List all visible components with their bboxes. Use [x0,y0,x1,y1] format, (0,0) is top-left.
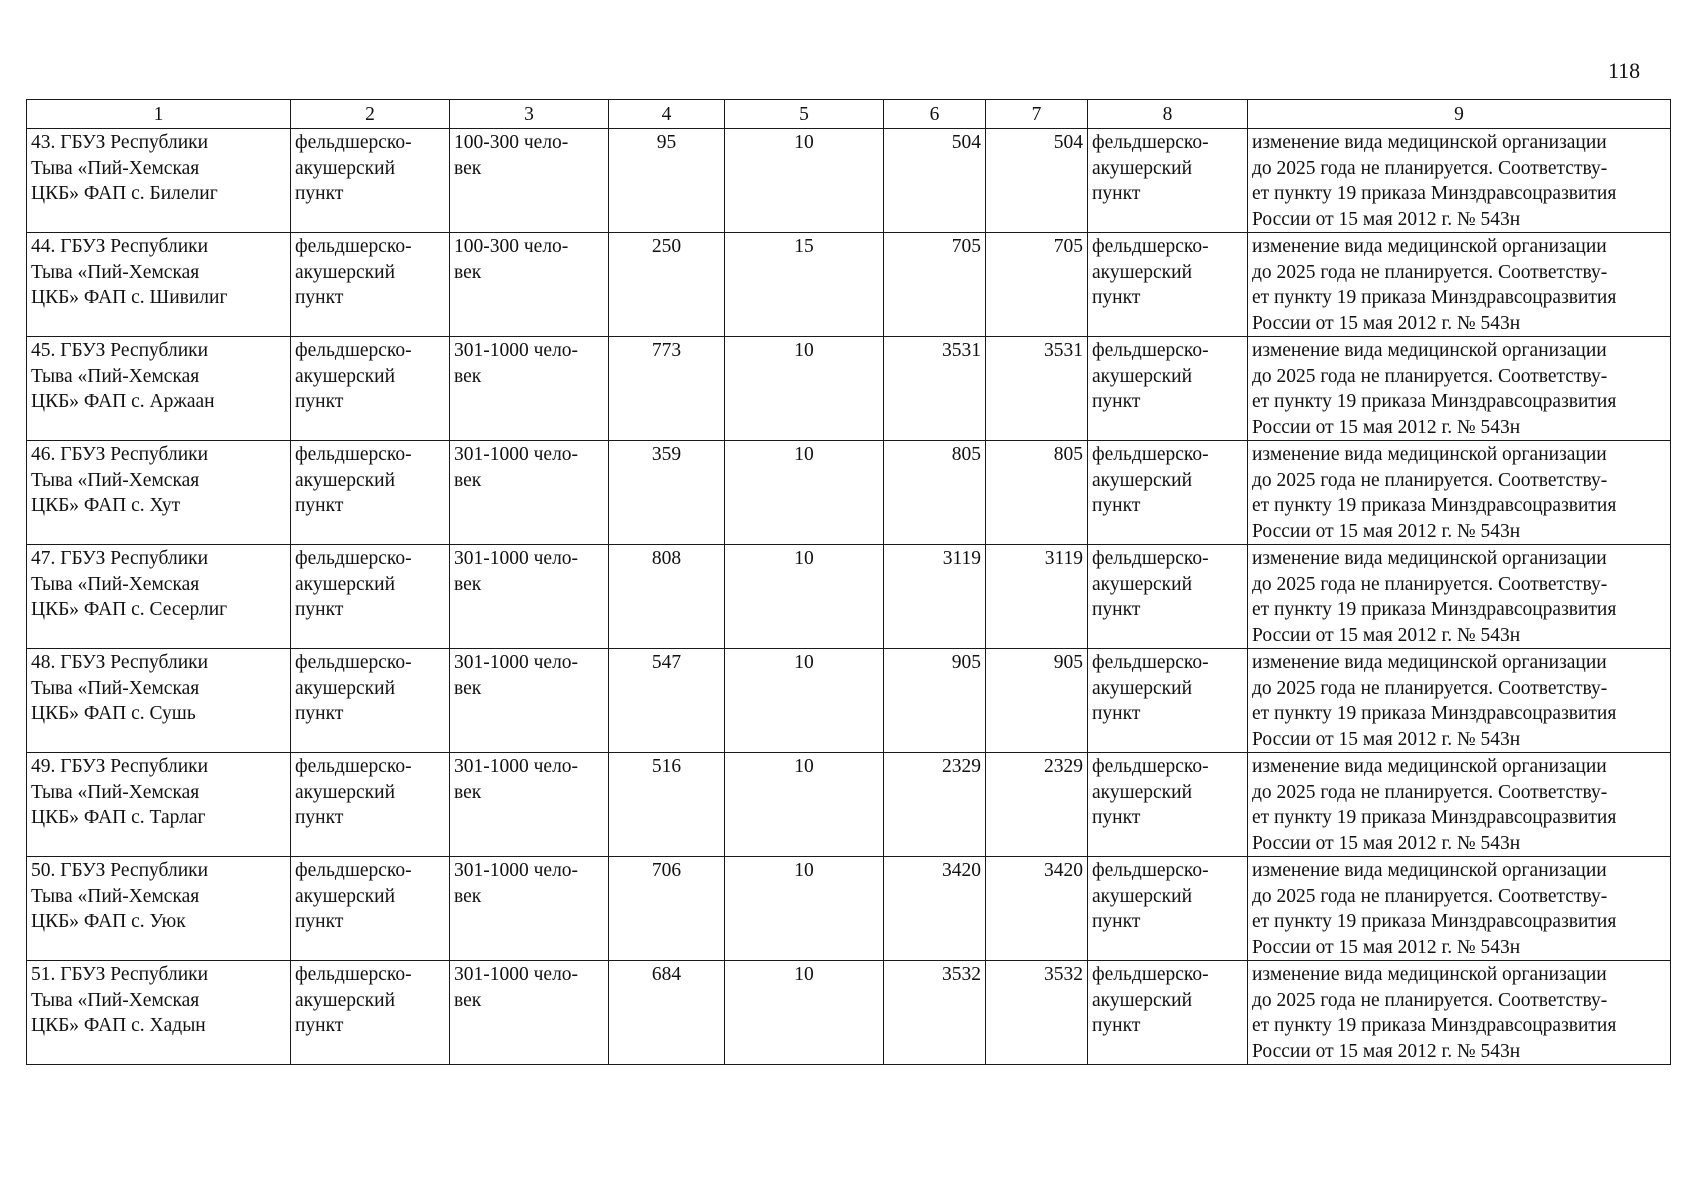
column-header: 4 [609,100,725,129]
header-row [27,100,1671,129]
facility-kind-cell [1088,129,1248,233]
column-7-value-text: 2329 [1044,756,1083,777]
table-row [27,857,1671,961]
column-5-value [725,649,884,753]
facility-kind-cell-text: фельдшерско- акушерский пункт [1092,236,1209,308]
facility-kind-cell-text: фельдшерско- акушерский пункт [1092,860,1209,932]
facility-name-cell [27,545,291,649]
facility-kind-cell-text: фельдшерско- акушерский пункт [1092,340,1209,412]
facility-type-cell [291,337,450,441]
facility-name-cell [27,753,291,857]
column-7-value-text: 3119 [1044,548,1083,569]
note-cell-text: изменение вида медицинской организации до 2025 года не планируется. Соответству- ет пункту 19 приказа Минздравсоцразвития России от 15 мая 2012 г. № 543н [1252,444,1617,542]
population-range-cell-text: 100-300 чело- век [454,236,569,283]
facility-kind-cell [1088,545,1248,649]
facility-type-cell [291,649,450,753]
note-cell-text: изменение вида медицинской организации до 2025 года не планируется. Соответству- ет пункту 19 приказа Минздравсоцразвития России от 15 мая 2012 г. № 543н [1252,652,1617,750]
column-7-value [986,545,1088,649]
population-range-cell-text: 100-300 чело- век [454,132,569,179]
table-row [27,961,1671,1065]
column-6-value-text: 905 [951,652,981,673]
column-4-value-text: 547 [651,652,682,673]
column-5-value-text: 10 [794,964,814,985]
column-7-value [986,961,1088,1065]
facility-kind-cell [1088,961,1248,1065]
facility-name-cell-text: 49. ГБУЗ Республики Тыва «Пий-Хемская ЦКБ» ФАП с. Тарлаг [31,756,209,828]
facility-type-cell [291,441,450,545]
column-5-value-text: 10 [794,652,814,673]
facility-type-cell-text: фельдшерско- акушерский пункт [295,444,412,516]
column-6-value [884,545,986,649]
column-7-value [986,753,1088,857]
column-5-value [725,545,884,649]
facility-type-cell-text: фельдшерско- акушерский пункт [295,756,412,828]
facilities-table [26,99,1671,1065]
facility-kind-cell [1088,233,1248,337]
facility-kind-cell-text: фельдшерско- акушерский пункт [1092,132,1209,204]
column-5-value [725,961,884,1065]
population-range-cell [450,649,609,753]
column-header: 8 [1088,100,1248,129]
note-cell-text: изменение вида медицинской организации до 2025 года не планируется. Соответству- ет пункту 19 приказа Минздравсоцразвития России от 15 мая 2012 г. № 543н [1252,860,1617,958]
column-4-value [609,129,725,233]
column-7-value-text: 905 [1053,652,1083,673]
note-cell [1248,649,1671,753]
population-range-cell-text: 301-1000 чело- век [454,340,579,387]
facility-type-cell-text: фельдшерско- акушерский пункт [295,652,412,724]
facility-kind-cell-text: фельдшерско- акушерский пункт [1092,964,1209,1036]
population-range-cell-text: 301-1000 чело- век [454,548,579,595]
population-range-cell [450,961,609,1065]
population-range-cell [450,753,609,857]
facility-type-cell-text: фельдшерско- акушерский пункт [295,236,412,308]
table-body [27,129,1671,1065]
facility-name-cell-text: 51. ГБУЗ Республики Тыва «Пий-Хемская ЦКБ» ФАП с. Хадын [31,964,209,1036]
facility-type-cell-text: фельдшерско- акушерский пункт [295,548,412,620]
facility-name-cell [27,337,291,441]
page-number: 118 [1608,58,1641,83]
column-5-value [725,337,884,441]
column-7-value-text: 3532 [1044,964,1083,985]
facility-name-cell-text: 45. ГБУЗ Республики Тыва «Пий-Хемская ЦКБ» ФАП с. Аржаан [31,340,215,412]
column-4-value [609,961,725,1065]
column-6-value-text: 705 [951,236,981,257]
facility-kind-cell [1088,649,1248,753]
column-7-value [986,857,1088,961]
column-header: 9 [1248,100,1671,129]
note-cell [1248,961,1671,1065]
column-6-value-text: 3420 [942,860,981,881]
column-4-value-text: 516 [651,756,682,777]
table-row [27,753,1671,857]
population-range-cell [450,441,609,545]
column-header: 7 [986,100,1088,129]
facility-kind-cell [1088,441,1248,545]
facility-kind-cell-text: фельдшерско- акушерский пункт [1092,548,1209,620]
note-cell [1248,233,1671,337]
facility-name-cell-text: 43. ГБУЗ Республики Тыва «Пий-Хемская ЦКБ» ФАП с. Билелиг [31,132,218,204]
population-range-cell [450,545,609,649]
population-range-cell-text: 301-1000 чело- век [454,652,579,699]
column-7-value-text: 3420 [1044,860,1083,881]
column-5-value [725,753,884,857]
column-5-value-text: 10 [794,756,814,777]
facility-name-cell [27,857,291,961]
facility-kind-cell [1088,857,1248,961]
column-7-value-text: 3531 [1044,340,1083,361]
table-row [27,233,1671,337]
facility-type-cell [291,961,450,1065]
population-range-cell-text: 301-1000 чело- век [454,756,579,803]
column-4-value-text: 95 [656,132,677,153]
note-cell-text: изменение вида медицинской организации до 2025 года не планируется. Соответству- ет пункту 19 приказа Минздравсоцразвития России от 15 мая 2012 г. № 543н [1252,236,1617,334]
column-5-value [725,233,884,337]
table-row [27,649,1671,753]
note-cell [1248,337,1671,441]
population-range-cell [450,857,609,961]
facility-name-cell [27,129,291,233]
table-row [27,337,1671,441]
facility-name-cell [27,649,291,753]
note-cell-text: изменение вида медицинской организации до 2025 года не планируется. Соответству- ет пункту 19 приказа Минздравсоцразвития России от 15 мая 2012 г. № 543н [1252,756,1617,854]
facility-kind-cell [1088,337,1248,441]
column-4-value-text: 773 [651,340,682,361]
column-5-value [725,857,884,961]
population-range-cell-text: 301-1000 чело- век [454,860,579,907]
facility-type-cell [291,753,450,857]
column-7-value-text: 805 [1053,444,1083,465]
column-4-value [609,441,725,545]
column-4-value [609,649,725,753]
facility-name-cell-text: 44. ГБУЗ Республики Тыва «Пий-Хемская ЦКБ» ФАП с. Шивилиг [31,236,228,308]
column-6-value [884,129,986,233]
facility-kind-cell-text: фельдшерско- акушерский пункт [1092,756,1209,828]
table-row [27,545,1671,649]
column-4-value-text: 808 [651,548,682,569]
facility-type-cell-text: фельдшерско- акушерский пункт [295,340,412,412]
column-6-value-text: 504 [951,132,981,153]
facility-kind-cell-text: фельдшерско- акушерский пункт [1092,652,1209,724]
note-cell-text: изменение вида медицинской организации до 2025 года не планируется. Соответству- ет пункту 19 приказа Минздравсоцразвития России от 15 мая 2012 г. № 543н [1252,132,1617,230]
facility-name-cell-text: 50. ГБУЗ Республики Тыва «Пий-Хемская ЦКБ» ФАП с. Уюк [31,860,209,932]
population-range-cell [450,337,609,441]
facility-kind-cell [1088,753,1248,857]
note-cell-text: изменение вида медицинской организации до 2025 года не планируется. Соответству- ет пункту 19 приказа Минздравсоцразвития России от 15 мая 2012 г. № 543н [1252,340,1617,438]
note-cell-text: изменение вида медицинской организации до 2025 года не планируется. Соответству- ет пункту 19 приказа Минздравсоцразвития России от 15 мая 2012 г. № 543н [1252,964,1617,1062]
facility-type-cell [291,129,450,233]
column-5-value-text: 10 [794,860,814,881]
column-7-value-text: 504 [1053,132,1083,153]
population-range-cell-text: 301-1000 чело- век [454,964,579,1011]
table-row [27,129,1671,233]
column-6-value [884,961,986,1065]
column-5-value [725,129,884,233]
column-4-value-text: 359 [651,444,682,465]
column-5-value-text: 15 [794,236,814,257]
facility-type-cell-text: фельдшерско- акушерский пункт [295,132,412,204]
facility-name-cell-text: 46. ГБУЗ Республики Тыва «Пий-Хемская ЦКБ» ФАП с. Хут [31,444,209,516]
facility-type-cell-text: фельдшерско- акушерский пункт [295,964,412,1036]
column-4-value [609,857,725,961]
column-4-value-text: 250 [651,236,682,257]
facility-name-cell [27,233,291,337]
column-6-value [884,233,986,337]
column-6-value-text: 2329 [942,756,981,777]
column-6-value-text: 3531 [942,340,981,361]
column-7-value-text: 705 [1053,236,1083,257]
note-cell [1248,857,1671,961]
column-6-value-text: 3532 [942,964,981,985]
column-6-value [884,337,986,441]
column-header: 5 [725,100,884,129]
column-4-value [609,753,725,857]
note-cell [1248,753,1671,857]
facility-name-cell-text: 47. ГБУЗ Республики Тыва «Пий-Хемская ЦКБ» ФАП с. Сесерлиг [31,548,228,620]
column-5-value [725,441,884,545]
population-range-cell-text: 301-1000 чело- век [454,444,579,491]
facility-name-cell [27,441,291,545]
column-header: 3 [450,100,609,129]
column-6-value [884,753,986,857]
table-header [27,100,1671,129]
column-header: 1 [27,100,291,129]
column-5-value-text: 10 [794,132,814,153]
column-7-value [986,233,1088,337]
column-4-value [609,545,725,649]
column-6-value-text: 3119 [942,548,981,569]
column-5-value-text: 10 [794,340,814,361]
facility-name-cell [27,961,291,1065]
note-cell [1248,545,1671,649]
column-7-value [986,337,1088,441]
column-header: 2 [291,100,450,129]
column-6-value [884,441,986,545]
column-5-value-text: 10 [794,548,814,569]
table-row [27,441,1671,545]
column-6-value-text: 805 [951,444,981,465]
column-4-value [609,337,725,441]
column-7-value [986,649,1088,753]
facility-name-cell-text: 48. ГБУЗ Республики Тыва «Пий-Хемская ЦКБ» ФАП с. Сушь [31,652,209,724]
note-cell [1248,129,1671,233]
column-5-value-text: 10 [794,444,814,465]
facility-kind-cell-text: фельдшерско- акушерский пункт [1092,444,1209,516]
facility-type-cell-text: фельдшерско- акушерский пункт [295,860,412,932]
column-4-value-text: 684 [651,964,682,985]
facility-type-cell [291,857,450,961]
column-7-value [986,441,1088,545]
column-header: 6 [884,100,986,129]
facility-type-cell [291,545,450,649]
population-range-cell [450,129,609,233]
column-4-value [609,233,725,337]
note-cell-text: изменение вида медицинской организации до 2025 года не планируется. Соответству- ет пункту 19 приказа Минздравсоцразвития России от 15 мая 2012 г. № 543н [1252,548,1617,646]
note-cell [1248,441,1671,545]
population-range-cell [450,233,609,337]
column-6-value [884,857,986,961]
facility-type-cell [291,233,450,337]
column-7-value [986,129,1088,233]
column-6-value [884,649,986,753]
column-4-value-text: 706 [651,860,682,881]
